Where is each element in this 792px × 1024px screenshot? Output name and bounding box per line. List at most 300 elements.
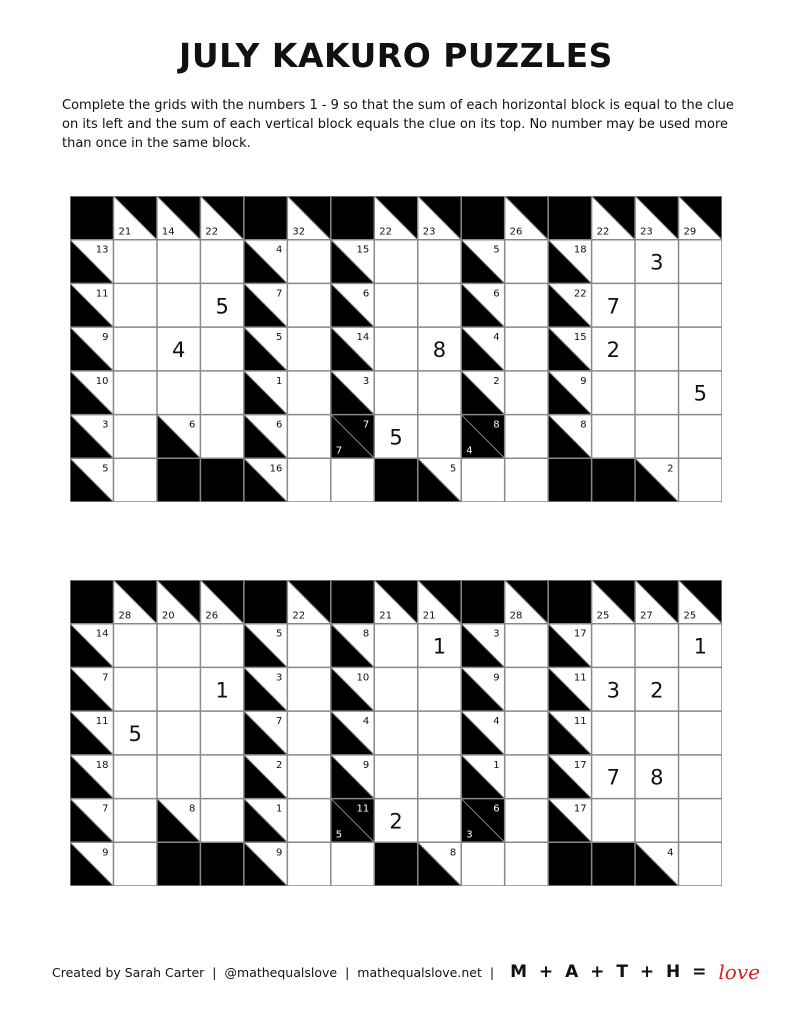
- cell-white[interactable]: [374, 240, 417, 284]
- cell-white[interactable]: [418, 327, 461, 371]
- cell-clue: [635, 458, 678, 502]
- across-clue: 7: [275, 288, 283, 300]
- given-number: 3: [650, 250, 664, 275]
- cell-white[interactable]: [374, 327, 417, 371]
- across-clue: 18: [95, 759, 109, 771]
- cell-black: [157, 458, 200, 502]
- cell-clue: [635, 196, 678, 240]
- cell-white[interactable]: [505, 327, 548, 371]
- across-clue: 4: [275, 244, 283, 256]
- cell-white[interactable]: [200, 371, 243, 415]
- down-clue: 28: [509, 610, 523, 622]
- given-number: 2: [389, 809, 403, 834]
- cell-clue: [505, 196, 548, 240]
- cell-white[interactable]: [113, 711, 156, 755]
- across-clue: 2: [275, 759, 283, 771]
- across-clue: 9: [493, 672, 500, 684]
- cell-black: [200, 842, 243, 886]
- across-clue: 6: [362, 288, 370, 300]
- across-clue: 4: [362, 716, 370, 728]
- cell-white[interactable]: [200, 799, 243, 843]
- kakuro-grid-2: [70, 580, 722, 886]
- cell-clue: [548, 371, 591, 415]
- down-clue: 21: [118, 226, 132, 238]
- across-clue: 6: [493, 288, 500, 300]
- cell-black: [461, 196, 504, 240]
- across-clue: 9: [102, 332, 109, 344]
- cell-clue: [287, 580, 330, 624]
- cell-clue: [418, 196, 461, 240]
- given-number: 7: [606, 765, 621, 790]
- given-number: 8: [650, 765, 664, 790]
- cell-white[interactable]: [113, 799, 156, 843]
- cell-black: [548, 842, 591, 886]
- down-clue: 22: [379, 226, 393, 238]
- down-clue: 22: [596, 226, 610, 238]
- cell-clue: [331, 799, 374, 843]
- given-number: 2: [650, 678, 664, 703]
- given-number: 1: [432, 634, 447, 659]
- given-number: 1: [693, 634, 707, 659]
- cell-white[interactable]: [418, 371, 461, 415]
- cell-white[interactable]: [287, 799, 330, 843]
- cell-white[interactable]: [418, 624, 461, 668]
- cell-clue: [244, 458, 287, 502]
- cell-white[interactable]: [374, 624, 417, 668]
- cell-white[interactable]: [505, 624, 548, 668]
- cell-white[interactable]: [505, 240, 548, 284]
- cell-white[interactable]: [113, 415, 156, 459]
- cell-white[interactable]: [200, 415, 243, 459]
- cell-white[interactable]: [113, 283, 156, 327]
- cell-white[interactable]: [592, 415, 635, 459]
- cell-white[interactable]: [200, 667, 243, 711]
- across-clue: 9: [362, 759, 370, 771]
- across-clue: 2: [493, 375, 500, 387]
- cell-clue: [70, 624, 113, 668]
- cell-black: [244, 196, 287, 240]
- across-clue: 5: [449, 463, 457, 475]
- across-clue: 1: [493, 759, 500, 771]
- cell-clue: [70, 371, 113, 415]
- cell-clue: [548, 755, 591, 799]
- cell-white[interactable]: [287, 711, 330, 755]
- cell-clue: [548, 415, 591, 459]
- across-clue: 10: [356, 672, 370, 684]
- cell-clue: [157, 580, 200, 624]
- cell-white[interactable]: [113, 240, 156, 284]
- cell-white[interactable]: [635, 283, 678, 327]
- cell-clue: [461, 371, 504, 415]
- footer-separator: |: [345, 964, 350, 980]
- cell-white[interactable]: [418, 711, 461, 755]
- kakuro-grid-1: [70, 196, 722, 502]
- cell-white[interactable]: [635, 415, 678, 459]
- cell-clue: [418, 580, 461, 624]
- cell-clue: [548, 667, 591, 711]
- cell-clue: [287, 196, 330, 240]
- across-clue: 10: [95, 375, 109, 387]
- cell-white[interactable]: [505, 415, 548, 459]
- across-clue: 17: [573, 628, 587, 640]
- brand-love-script: love: [718, 960, 760, 984]
- cell-clue: [244, 240, 287, 284]
- cell-white[interactable]: [679, 240, 722, 284]
- down-clue: 26: [509, 226, 523, 238]
- cell-clue: [244, 842, 287, 886]
- across-clue: 4: [493, 716, 500, 728]
- across-clue: 4: [667, 847, 674, 859]
- cell-clue: [244, 799, 287, 843]
- cell-clue: [331, 667, 374, 711]
- cell-clue: [331, 624, 374, 668]
- cell-white[interactable]: [287, 240, 330, 284]
- across-clue: 11: [356, 803, 370, 815]
- cell-white[interactable]: [635, 667, 678, 711]
- cell-clue: [679, 196, 722, 240]
- cell-black: [244, 580, 287, 624]
- brand-logo: M + A + T + H =: [510, 962, 710, 982]
- cell-black: [548, 458, 591, 502]
- cell-clue: [200, 196, 243, 240]
- down-clue: 22: [205, 226, 219, 238]
- down-clue: 4: [466, 445, 473, 457]
- cell-clue: [331, 283, 374, 327]
- cell-white[interactable]: [157, 240, 200, 284]
- cell-white[interactable]: [374, 415, 417, 459]
- cell-clue: [113, 196, 156, 240]
- cell-clue: [461, 667, 504, 711]
- cell-clue: [331, 371, 374, 415]
- cell-white[interactable]: [287, 667, 330, 711]
- cell-clue: [70, 458, 113, 502]
- cell-white[interactable]: [679, 842, 722, 886]
- cell-white[interactable]: [418, 283, 461, 327]
- cell-black: [331, 580, 374, 624]
- given-number: 3: [606, 678, 621, 703]
- cell-white[interactable]: [679, 755, 722, 799]
- across-clue: 9: [102, 847, 109, 859]
- cell-white[interactable]: [418, 755, 461, 799]
- cell-clue: [461, 240, 504, 284]
- cell-clue: [418, 842, 461, 886]
- across-clue: 15: [573, 332, 587, 344]
- cell-white[interactable]: [592, 799, 635, 843]
- across-clue: 11: [573, 672, 587, 684]
- cell-clue: [70, 799, 113, 843]
- cell-clue: [244, 755, 287, 799]
- footer-separator: |: [212, 964, 217, 980]
- cell-white[interactable]: [113, 327, 156, 371]
- footer-separator: |: [489, 964, 495, 980]
- across-clue: 14: [356, 332, 370, 344]
- down-clue: 14: [161, 226, 175, 238]
- cell-clue: [592, 580, 635, 624]
- given-number: 1: [215, 678, 229, 703]
- across-clue: 22: [573, 288, 587, 300]
- across-clue: 11: [95, 716, 109, 728]
- cell-black: [331, 196, 374, 240]
- across-clue: 17: [573, 803, 587, 815]
- down-clue: 29: [683, 226, 697, 238]
- cell-white[interactable]: [505, 283, 548, 327]
- cell-clue: [70, 240, 113, 284]
- across-clue: 3: [275, 672, 283, 684]
- down-clue: 22: [292, 610, 306, 622]
- cell-white[interactable]: [200, 283, 243, 327]
- cell-white[interactable]: [461, 842, 504, 886]
- down-clue: 21: [379, 610, 393, 622]
- down-clue: 25: [683, 610, 697, 622]
- cell-clue: [548, 624, 591, 668]
- cell-clue: [331, 711, 374, 755]
- across-clue: 13: [95, 244, 109, 256]
- cell-white[interactable]: [287, 624, 330, 668]
- cell-white[interactable]: [635, 711, 678, 755]
- across-clue: 3: [493, 628, 500, 640]
- cell-clue: [244, 371, 287, 415]
- cell-clue: [374, 196, 417, 240]
- cell-clue: [505, 580, 548, 624]
- cell-white[interactable]: [635, 240, 678, 284]
- cell-clue: [70, 755, 113, 799]
- cell-white[interactable]: [113, 371, 156, 415]
- cell-white[interactable]: [331, 842, 374, 886]
- cell-clue: [157, 799, 200, 843]
- footer-site: mathequalslove.net: [357, 964, 482, 980]
- cell-white[interactable]: [287, 371, 330, 415]
- cell-white[interactable]: [374, 371, 417, 415]
- given-number: 5: [128, 722, 142, 746]
- cell-white[interactable]: [113, 842, 156, 886]
- cell-white[interactable]: [157, 283, 200, 327]
- cell-clue: [244, 283, 287, 327]
- across-clue: 8: [493, 419, 500, 431]
- cell-clue: [548, 240, 591, 284]
- across-clue: 2: [667, 463, 674, 475]
- cell-white[interactable]: [287, 842, 330, 886]
- cell-white[interactable]: [157, 755, 200, 799]
- cell-white[interactable]: [287, 458, 330, 502]
- cell-white[interactable]: [287, 755, 330, 799]
- cell-white[interactable]: [287, 283, 330, 327]
- cell-clue: [331, 240, 374, 284]
- cell-white[interactable]: [113, 458, 156, 502]
- down-clue: 26: [205, 610, 219, 622]
- cell-clue: [331, 755, 374, 799]
- across-clue: 5: [275, 332, 283, 344]
- cell-clue: [113, 580, 156, 624]
- cell-clue: [461, 327, 504, 371]
- cell-white[interactable]: [592, 711, 635, 755]
- cell-white[interactable]: [200, 624, 243, 668]
- cell-white[interactable]: [418, 240, 461, 284]
- across-clue: 7: [102, 672, 109, 684]
- cell-black: [70, 196, 113, 240]
- page-title: JULY KAKURO PUZZLES: [179, 36, 613, 75]
- cell-clue: [461, 415, 504, 459]
- cell-white[interactable]: [679, 283, 722, 327]
- down-clue: 20: [161, 610, 175, 622]
- cell-black: [461, 580, 504, 624]
- across-clue: 1: [275, 375, 283, 387]
- across-clue: 18: [573, 244, 587, 256]
- cell-clue: [635, 580, 678, 624]
- cell-white[interactable]: [679, 667, 722, 711]
- down-clue: 7: [335, 445, 343, 457]
- cell-clue: [548, 711, 591, 755]
- cell-white[interactable]: [592, 371, 635, 415]
- cell-clue: [461, 755, 504, 799]
- cell-white[interactable]: [635, 327, 678, 371]
- cell-white[interactable]: [592, 327, 635, 371]
- cell-white[interactable]: [331, 458, 374, 502]
- cell-white[interactable]: [157, 371, 200, 415]
- cell-white[interactable]: [679, 458, 722, 502]
- across-clue: 7: [362, 419, 370, 431]
- cell-black: [592, 842, 635, 886]
- cell-black: [70, 580, 113, 624]
- down-clue: 3: [466, 829, 473, 841]
- down-clue: 28: [118, 610, 132, 622]
- cell-white[interactable]: [635, 799, 678, 843]
- cell-white[interactable]: [505, 371, 548, 415]
- cell-white[interactable]: [505, 711, 548, 755]
- cell-white[interactable]: [505, 667, 548, 711]
- across-clue: 6: [493, 803, 500, 815]
- cell-clue: [548, 799, 591, 843]
- footer-handle: @mathequalslove: [224, 964, 338, 980]
- across-clue: 9: [580, 375, 587, 387]
- cell-clue: [200, 580, 243, 624]
- cell-clue: [244, 624, 287, 668]
- cell-white[interactable]: [418, 415, 461, 459]
- cell-white[interactable]: [679, 624, 722, 668]
- cell-white[interactable]: [679, 415, 722, 459]
- cell-clue: [461, 799, 504, 843]
- across-clue: 6: [275, 419, 283, 431]
- cell-clue: [157, 415, 200, 459]
- across-clue: 8: [580, 419, 587, 431]
- cell-clue: [70, 327, 113, 371]
- cell-white[interactable]: [505, 842, 548, 886]
- cell-white[interactable]: [287, 327, 330, 371]
- across-clue: 17: [573, 759, 587, 771]
- cell-white[interactable]: [592, 624, 635, 668]
- cell-white[interactable]: [374, 755, 417, 799]
- down-clue: 21: [422, 610, 436, 622]
- cell-clue: [374, 580, 417, 624]
- down-clue: 32: [292, 226, 306, 238]
- cell-white[interactable]: [157, 327, 200, 371]
- cell-white[interactable]: [679, 799, 722, 843]
- cell-white[interactable]: [592, 240, 635, 284]
- across-clue: 7: [275, 716, 283, 728]
- cell-white[interactable]: [157, 624, 200, 668]
- cell-white[interactable]: [635, 371, 678, 415]
- cell-white[interactable]: [287, 415, 330, 459]
- cell-white[interactable]: [505, 458, 548, 502]
- cell-white[interactable]: [157, 711, 200, 755]
- across-clue: 14: [95, 628, 109, 640]
- cell-white[interactable]: [592, 755, 635, 799]
- cell-clue: [70, 415, 113, 459]
- across-clue: 11: [95, 288, 109, 300]
- cell-white[interactable]: [200, 240, 243, 284]
- across-clue: 6: [189, 419, 196, 431]
- cell-white[interactable]: [374, 711, 417, 755]
- cell-white[interactable]: [374, 283, 417, 327]
- cell-white[interactable]: [157, 667, 200, 711]
- cell-clue: [548, 327, 591, 371]
- footer: [52, 960, 760, 984]
- across-clue: 5: [102, 463, 109, 475]
- cell-white[interactable]: [200, 327, 243, 371]
- cell-clue: [461, 283, 504, 327]
- cell-white[interactable]: [592, 283, 635, 327]
- cell-white[interactable]: [374, 799, 417, 843]
- across-clue: 7: [102, 803, 109, 815]
- cell-black: [592, 458, 635, 502]
- cell-white[interactable]: [461, 458, 504, 502]
- across-clue: 9: [275, 847, 283, 859]
- cell-white[interactable]: [679, 371, 722, 415]
- given-number: 8: [432, 338, 447, 362]
- cell-black: [548, 580, 591, 624]
- cell-white[interactable]: [200, 711, 243, 755]
- cell-white[interactable]: [635, 755, 678, 799]
- cell-clue: [592, 196, 635, 240]
- cell-black: [548, 196, 591, 240]
- cell-clue: [331, 415, 374, 459]
- cell-white[interactable]: [113, 667, 156, 711]
- cell-clue: [679, 580, 722, 624]
- across-clue: 3: [102, 419, 109, 431]
- cell-white[interactable]: [592, 667, 635, 711]
- down-clue: 5: [335, 829, 343, 841]
- down-clue: 23: [422, 226, 436, 238]
- footer-credit: Created by Sarah Carter: [52, 964, 205, 980]
- across-clue: 4: [493, 332, 500, 344]
- across-clue: 8: [189, 803, 196, 815]
- across-clue: 8: [362, 628, 370, 640]
- cell-black: [200, 458, 243, 502]
- cell-white[interactable]: [200, 755, 243, 799]
- instructions: Complete the grids with the numbers 1 - 9 so that the sum of each horizontal block is equal to the clue on its left and the sum of each vertical block equals the clue on its top. No number may be used more than once in the same block.: [62, 98, 734, 151]
- cell-clue: [70, 283, 113, 327]
- cell-white[interactable]: [505, 799, 548, 843]
- cell-white[interactable]: [418, 667, 461, 711]
- given-number: 2: [606, 338, 621, 362]
- cell-clue: [635, 842, 678, 886]
- cell-white[interactable]: [679, 327, 722, 371]
- down-clue: 23: [640, 226, 653, 238]
- cell-clue: [244, 327, 287, 371]
- cell-white[interactable]: [505, 755, 548, 799]
- across-clue: 5: [493, 244, 500, 256]
- cell-clue: [548, 283, 591, 327]
- cell-clue: [244, 667, 287, 711]
- cell-clue: [331, 327, 374, 371]
- cell-white[interactable]: [679, 711, 722, 755]
- cell-white[interactable]: [113, 624, 156, 668]
- cell-clue: [70, 711, 113, 755]
- cell-white[interactable]: [374, 667, 417, 711]
- cell-white[interactable]: [635, 624, 678, 668]
- given-number: 7: [606, 294, 621, 319]
- cell-white[interactable]: [418, 799, 461, 843]
- cell-white[interactable]: [113, 755, 156, 799]
